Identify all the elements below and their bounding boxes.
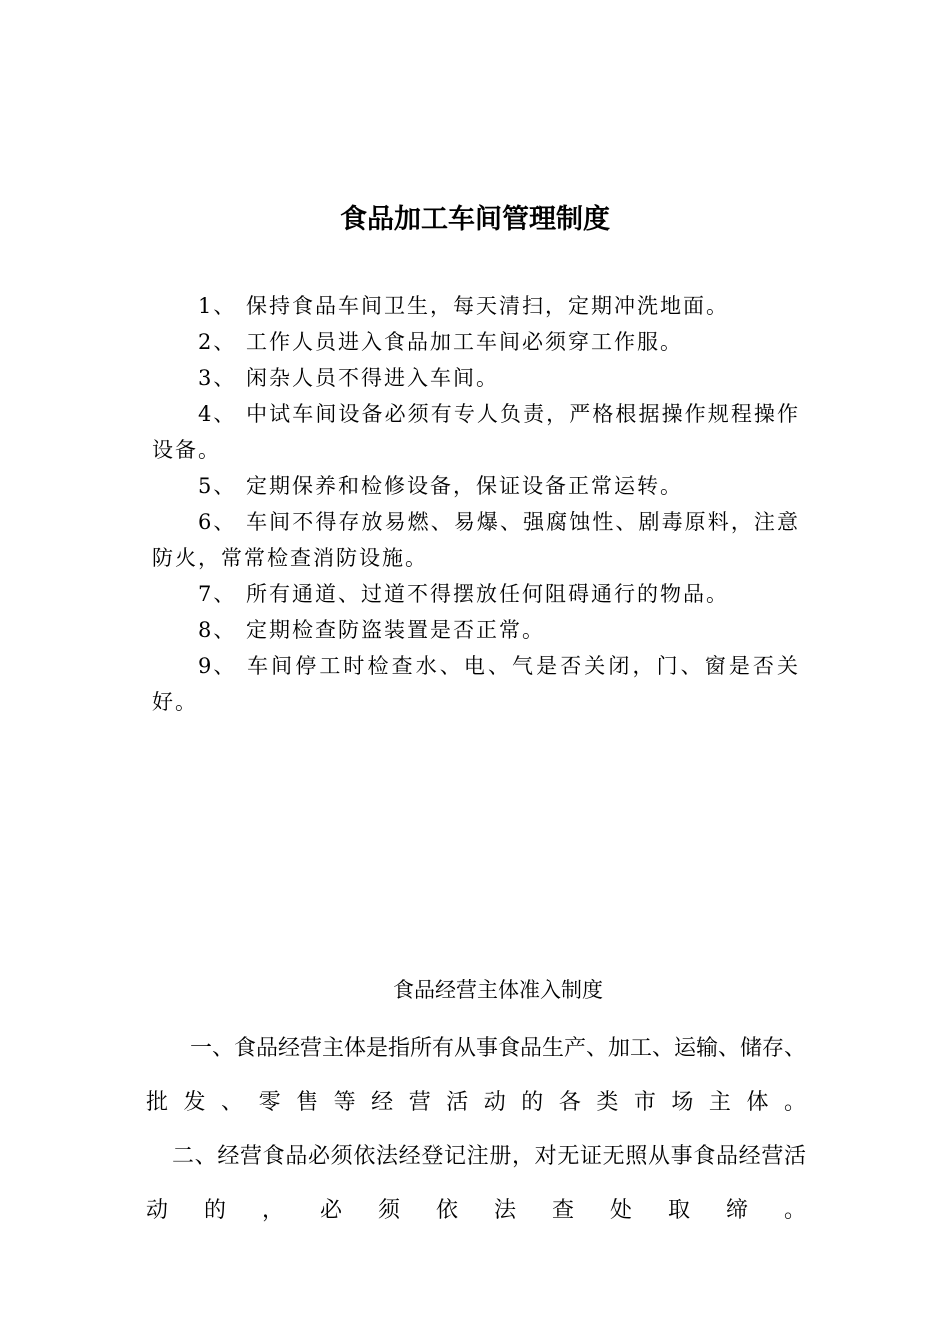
rule-text: 定期检查防盗装置是否正常。 xyxy=(246,618,545,642)
rule-number: 4、 xyxy=(198,402,237,426)
rule-item xyxy=(152,648,800,720)
paragraph: 一、食品经营主体是指所有从事食品生产、加工、运输、储存、批发、零售等经营活动的各类市场主体。 xyxy=(146,1036,807,1115)
rule-number: 6、 xyxy=(198,510,237,534)
rule-item xyxy=(152,576,800,612)
rule-number: 2、 xyxy=(198,330,237,354)
rule-number: 9、 xyxy=(198,654,237,678)
rule-text: 所有通道、过道不得摆放任何阻碍通行的物品。 xyxy=(246,582,729,606)
rule-number: 3、 xyxy=(198,366,237,390)
rule-text: 保持食品车间卫生，每天清扫，定期冲洗地面。 xyxy=(246,294,729,318)
rule-item xyxy=(152,468,800,504)
rule-text: 工作人员进入食品加工车间必须穿工作服。 xyxy=(246,330,683,354)
section-2-title: 食品经营主体准入制度 xyxy=(393,978,603,1002)
rule-text: 中试车间设备必须有专人负责，严格根据操作规程操作设备。 xyxy=(152,402,800,462)
rule-number: 1、 xyxy=(198,294,237,318)
rule-item xyxy=(152,612,800,648)
rule-text: 车间停工时检查水、电、气是否关闭，门、窗是否关好。 xyxy=(152,654,800,714)
section-1-title: 食品加工车间管理制度 xyxy=(340,204,610,235)
rule-number: 8、 xyxy=(198,618,237,642)
paragraph: 二、经营食品必须依法经登记注册，对无证无照从事食品经营活动的，必须依法查处取缔。 xyxy=(146,1144,806,1223)
section-2 xyxy=(0,970,950,1010)
rule-text: 闲杂人员不得进入车间。 xyxy=(246,366,499,390)
rule-text: 定期保养和检修设备，保证设备正常运转。 xyxy=(246,474,683,498)
rule-item xyxy=(152,396,800,468)
rule-item xyxy=(152,504,800,576)
rule-number: 7、 xyxy=(198,582,237,606)
rule-item xyxy=(152,324,800,360)
rule-text: 车间不得存放易燃、易爆、强腐蚀性、剧毒原料，注意防火，常常检查消防设施。 xyxy=(152,510,800,570)
rule-number: 5、 xyxy=(198,474,237,498)
rule-item xyxy=(152,288,800,324)
rules-list xyxy=(152,288,800,720)
rule-item xyxy=(152,360,800,396)
